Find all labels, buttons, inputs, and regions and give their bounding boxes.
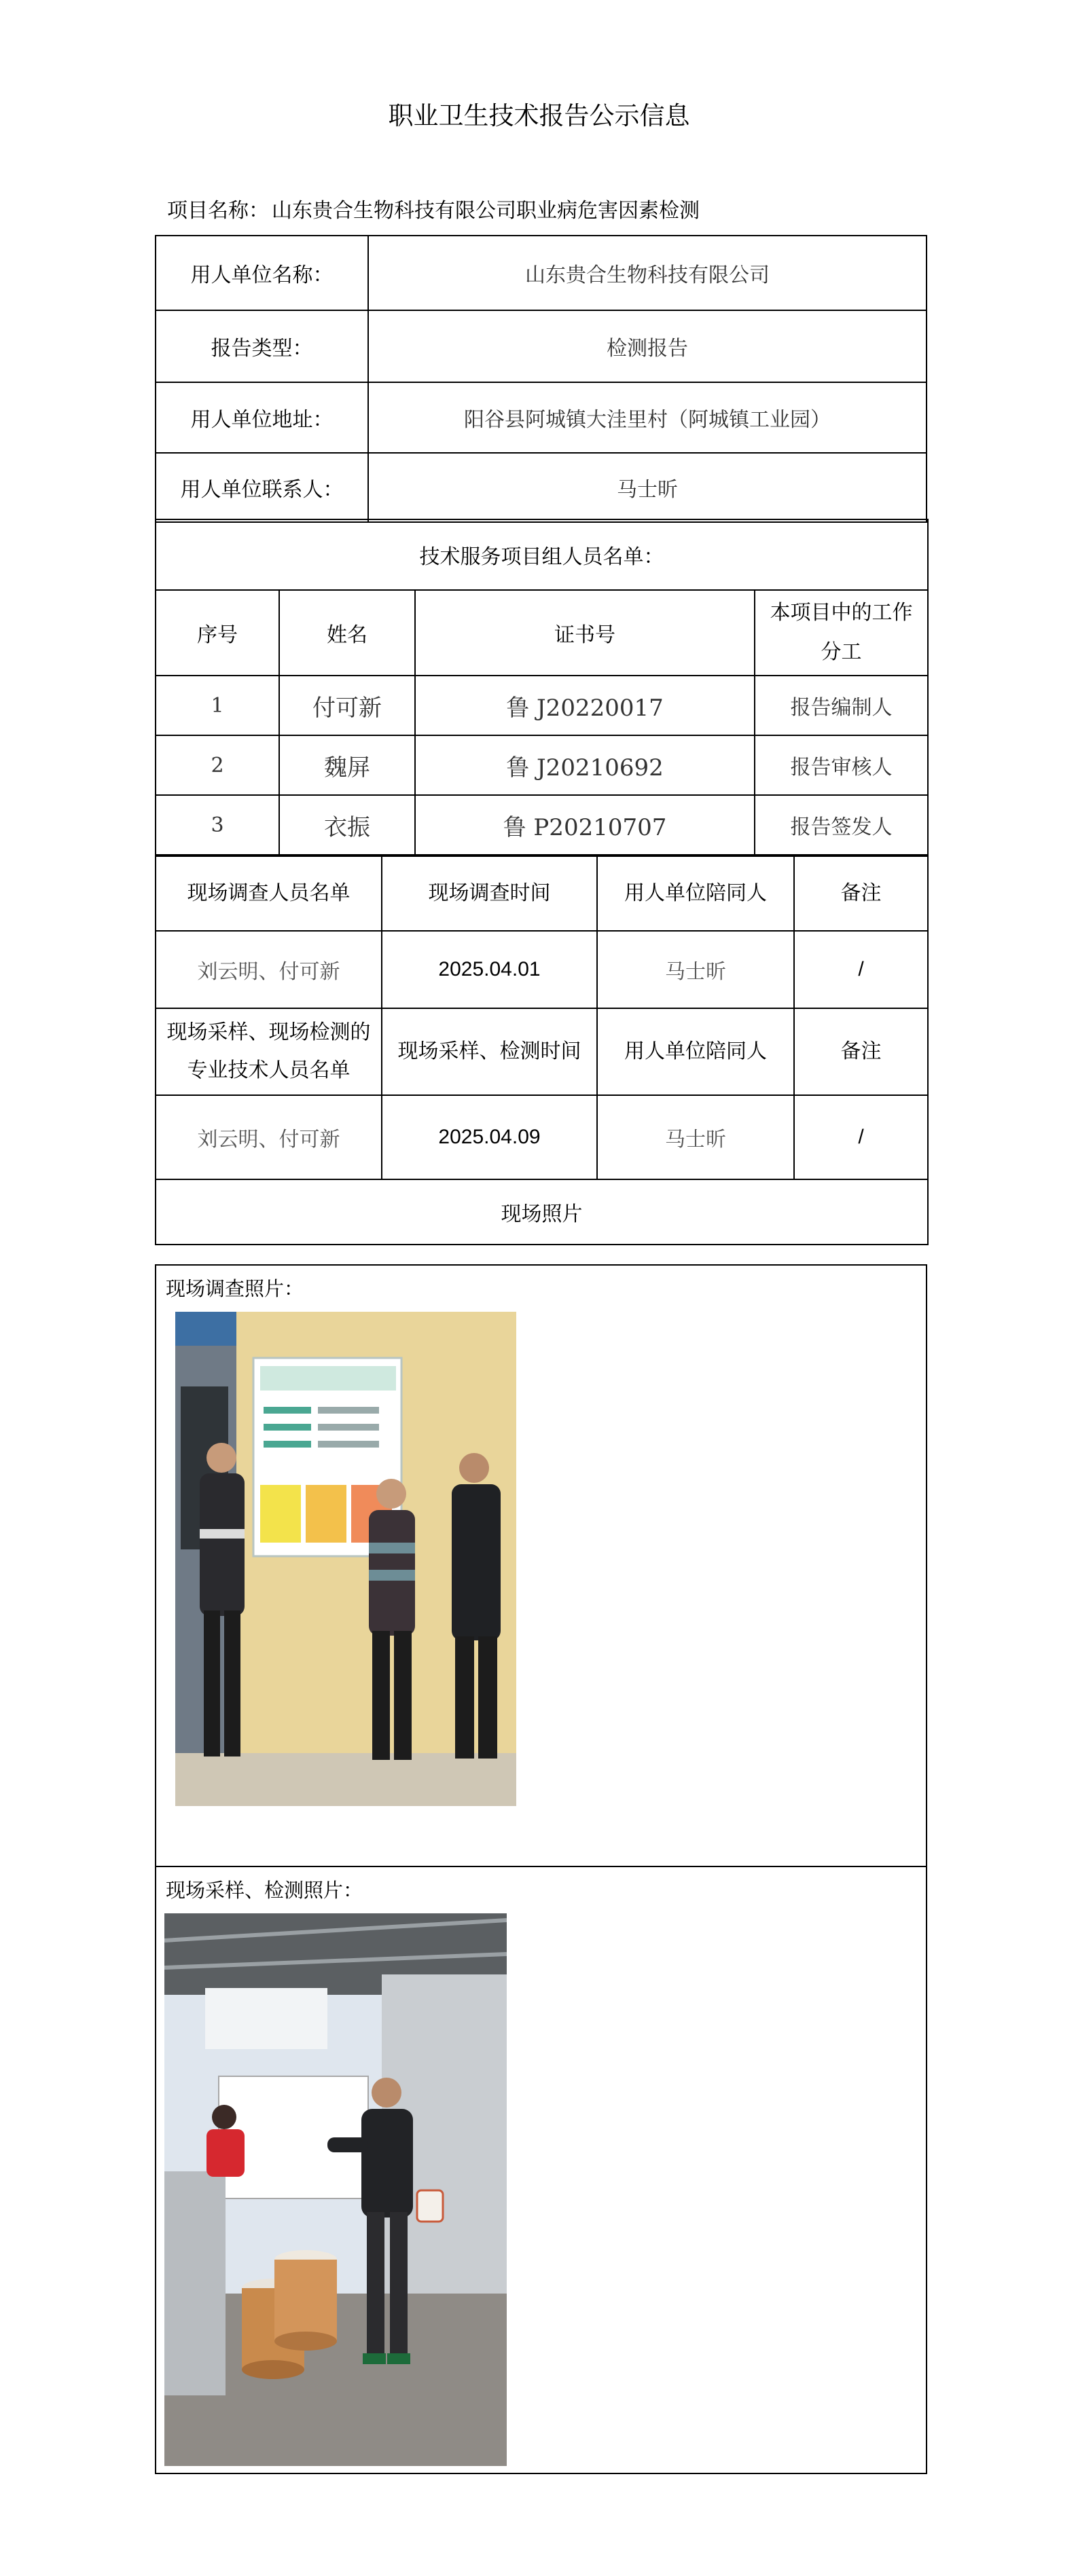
sampling-date: 2025.04.09 xyxy=(382,1095,597,1179)
sampling-photo-caption: 现场采样、检测照片： xyxy=(166,1879,363,1902)
row-cert: 鲁 J20220017 xyxy=(415,676,755,735)
sampling-header-escort: 用人单位陪同人 xyxy=(597,1008,794,1095)
sampling-photo-image xyxy=(164,1913,507,2466)
survey-note: / xyxy=(794,931,928,1008)
row-role: 报告签发人 xyxy=(755,795,928,855)
project-label: 项目名称： xyxy=(167,199,269,223)
info-value: 山东贵合生物科技有限公司 xyxy=(368,236,927,310)
sampling-header-date: 现场采样、检测时间 xyxy=(382,1008,597,1095)
photos-box xyxy=(155,1264,927,2474)
sampling-row xyxy=(156,1095,928,1179)
sampling-escort: 马士昕 xyxy=(597,1095,794,1179)
row-name: 魏屏 xyxy=(279,735,415,795)
sampling-header-staff: 现场采样、现场检测的专业技术人员名单 xyxy=(156,1008,382,1095)
survey-row xyxy=(156,931,928,1008)
survey-header-note: 备注 xyxy=(794,856,928,931)
field-work-table xyxy=(155,855,929,1245)
team-table xyxy=(155,519,929,855)
table-row xyxy=(156,795,928,855)
photos-section-title: 现场照片 xyxy=(156,1179,928,1245)
info-label: 报告类型： xyxy=(156,310,368,382)
survey-date: 2025.04.01 xyxy=(382,931,597,1008)
team-header-row xyxy=(156,590,928,676)
info-label: 用人单位地址： xyxy=(156,382,368,453)
survey-photo xyxy=(175,1312,516,1806)
row-name: 衣振 xyxy=(279,795,415,855)
row-no: 3 xyxy=(156,795,279,855)
info-label: 用人单位联系人： xyxy=(156,453,368,522)
info-value: 阳谷县阿城镇大洼里村（阿城镇工业园） xyxy=(368,382,927,453)
info-value: 马士昕 xyxy=(368,453,927,522)
table-row xyxy=(156,735,928,795)
info-row xyxy=(156,453,927,522)
survey-header-staff: 现场调查人员名单 xyxy=(156,856,382,931)
project-line xyxy=(164,194,700,223)
sampling-note: / xyxy=(794,1095,928,1179)
row-cert: 鲁 J20210692 xyxy=(415,735,755,795)
info-row xyxy=(156,236,927,310)
sampling-staff: 刘云明、付可新 xyxy=(156,1095,382,1179)
row-no: 1 xyxy=(156,676,279,735)
info-value: 检测报告 xyxy=(368,310,927,382)
survey-header-escort: 用人单位陪同人 xyxy=(597,856,794,931)
project-name: 山东贵合生物科技有限公司职业病危害因素检测 xyxy=(272,199,700,223)
col-header-no: 序号 xyxy=(156,590,279,676)
table-row xyxy=(156,676,928,735)
info-row xyxy=(156,382,927,453)
col-header-cert: 证书号 xyxy=(415,590,755,676)
row-name: 付可新 xyxy=(279,676,415,735)
survey-header-date: 现场调查时间 xyxy=(382,856,597,931)
row-cert: 鲁 P20210707 xyxy=(415,795,755,855)
sampling-header-note: 备注 xyxy=(794,1008,928,1095)
survey-staff: 刘云明、付可新 xyxy=(156,931,382,1008)
info-row xyxy=(156,310,927,382)
employer-info-table xyxy=(155,235,927,523)
photo-divider xyxy=(156,1866,926,1867)
col-header-name: 姓名 xyxy=(279,590,415,676)
survey-escort: 马士昕 xyxy=(597,931,794,1008)
row-no: 2 xyxy=(156,735,279,795)
sampling-header-row xyxy=(156,1008,928,1095)
info-label: 用人单位名称： xyxy=(156,236,368,310)
team-section-title: 技术服务项目组人员名单： xyxy=(156,519,928,590)
survey-photo-caption: 现场调查照片： xyxy=(166,1277,304,1300)
survey-header-row xyxy=(156,856,928,931)
page-title: 职业卫生技术报告公示信息 xyxy=(388,101,690,130)
sampling-photo xyxy=(164,1913,507,2466)
row-role: 报告审核人 xyxy=(755,735,928,795)
col-header-role: 本项目中的工作分工 xyxy=(755,590,928,676)
row-role: 报告编制人 xyxy=(755,676,928,735)
survey-photo-image xyxy=(175,1312,516,1806)
